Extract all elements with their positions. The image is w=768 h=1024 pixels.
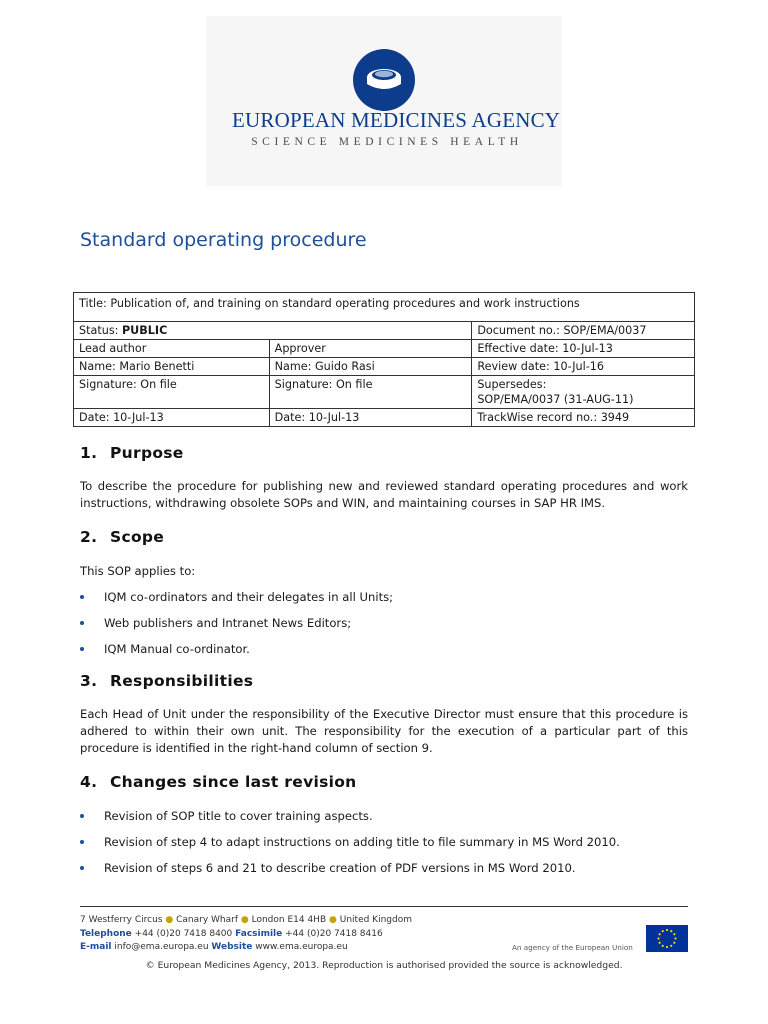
effective-date: Effective date: 10-Jul-13 <box>472 340 695 358</box>
document-number: Document no.: SOP/EMA/0037 <box>472 322 695 340</box>
facsimile-label: Facsimile <box>235 929 283 939</box>
section-heading-purpose <box>80 444 184 462</box>
address-part: United Kingdom <box>339 915 412 925</box>
scope-intro: This SOP applies to: <box>80 564 196 578</box>
section-title: Changes since last revision <box>110 773 357 791</box>
bullet-separator-icon: ● <box>165 915 174 925</box>
footer-web-line <box>80 941 383 954</box>
agency-logo-block <box>206 16 562 186</box>
section-number: 1. <box>80 444 98 462</box>
responsibilities-text: Each Head of Unit under the responsibility of the Executive Director must ensure that this procedure is adhered to within their own unit. The responsibility for the execution of a particular part of this procedure is identified in the right-hand column of section 9. <box>80 707 688 755</box>
lead-author-header: Lead author <box>74 340 270 358</box>
facsimile-value: +44 (0)20 7418 8416 <box>285 929 383 939</box>
table-row <box>74 322 695 340</box>
copyright-notice: © European Medicines Agency, 2013. Reproduction is authorised provided the source is acknowledged. <box>145 960 623 971</box>
section-number: 4. <box>80 773 98 791</box>
approver-signature: Signature: On file <box>269 376 472 409</box>
address-part: 7 Westferry Circus <box>80 915 163 925</box>
agency-tagline: SCIENCE MEDICINES HEALTH <box>251 136 523 148</box>
title-label: Title: <box>79 297 107 310</box>
lead-author-name: Name: Mario Benetti <box>74 358 270 376</box>
section-heading-responsibilities <box>80 672 253 690</box>
list-item: IQM co-ordinators and their delegates in all Units; <box>80 590 688 616</box>
lead-author-signature: Signature: On file <box>74 376 270 409</box>
table-row <box>74 358 695 376</box>
list-item: Revision of steps 6 and 21 to describe creation of PDF versions in MS Word 2010. <box>80 861 688 887</box>
footer-address <box>80 915 412 925</box>
supersedes-cell <box>472 376 695 409</box>
email-link[interactable]: info@ema.europa.eu <box>114 942 209 952</box>
section-heading-changes <box>80 773 357 791</box>
ema-logo-icon <box>352 48 416 112</box>
status-value: PUBLIC <box>121 324 168 337</box>
telephone-value: +44 (0)20 7418 8400 <box>134 929 233 939</box>
table-row <box>74 293 695 322</box>
review-date: Review date: 10-Jul-16 <box>472 358 695 376</box>
section-number: 3. <box>80 672 98 690</box>
approver-header: Approver <box>269 340 472 358</box>
website-link[interactable]: www.ema.europa.eu <box>255 942 348 952</box>
list-item: Revision of SOP title to cover training aspects. <box>80 809 688 835</box>
status-label: Status: <box>79 324 119 337</box>
purpose-text: To describe the procedure for publishing new and reviewed standard operating procedures and work instructions, withdrawing obsolete SOPs and WIN, and maintaining courses in SAP HR IMS. <box>80 479 688 510</box>
section-number: 2. <box>80 528 98 546</box>
list-item: Revision of step 4 to adapt instructions on adding title to file summary in MS Word 2010. <box>80 835 688 861</box>
table-row <box>74 376 695 409</box>
supersedes-value: SOP/EMA/0037 (31-AUG-11) <box>477 393 634 406</box>
supersedes-label: Supersedes: <box>477 378 547 391</box>
website-label: Website <box>211 942 253 952</box>
lead-author-date: Date: 10-Jul-13 <box>74 409 270 427</box>
eu-agency-tagline: An agency of the European Union <box>512 943 633 952</box>
address-part: London E14 4HB <box>251 915 327 925</box>
eu-flag-icon <box>646 925 688 952</box>
document-title: Standard operating procedure <box>80 229 367 251</box>
agency-name: EUROPEAN MEDICINES AGENCY <box>232 108 561 132</box>
scope-list <box>80 590 688 668</box>
bullet-separator-icon: ● <box>329 915 337 925</box>
footer-phone-line <box>80 928 383 941</box>
list-item: Web publishers and Intranet News Editors; <box>80 616 688 642</box>
section-title: Scope <box>110 528 165 546</box>
address-part: Canary Wharf <box>176 915 238 925</box>
bullet-separator-icon: ● <box>240 915 249 925</box>
table-row <box>74 409 695 427</box>
document-metadata-table <box>73 292 695 427</box>
table-row <box>74 340 695 358</box>
telephone-label: Telephone <box>80 929 132 939</box>
section-heading-scope <box>80 528 164 546</box>
trackwise-record: TrackWise record no.: 3949 <box>472 409 695 427</box>
footer-divider <box>80 906 688 907</box>
status-cell <box>74 322 472 340</box>
title-value: Publication of, and training on standard operating procedures and work instructions <box>110 297 580 310</box>
approver-name: Name: Guido Rasi <box>269 358 472 376</box>
email-label: E-mail <box>80 942 112 952</box>
section-title: Purpose <box>110 444 184 462</box>
footer-contact <box>80 928 383 954</box>
changes-list <box>80 809 688 887</box>
approver-date: Date: 10-Jul-13 <box>269 409 472 427</box>
list-item: IQM Manual co-ordinator. <box>80 642 688 668</box>
title-cell <box>74 293 695 322</box>
section-title: Responsibilities <box>110 672 254 690</box>
